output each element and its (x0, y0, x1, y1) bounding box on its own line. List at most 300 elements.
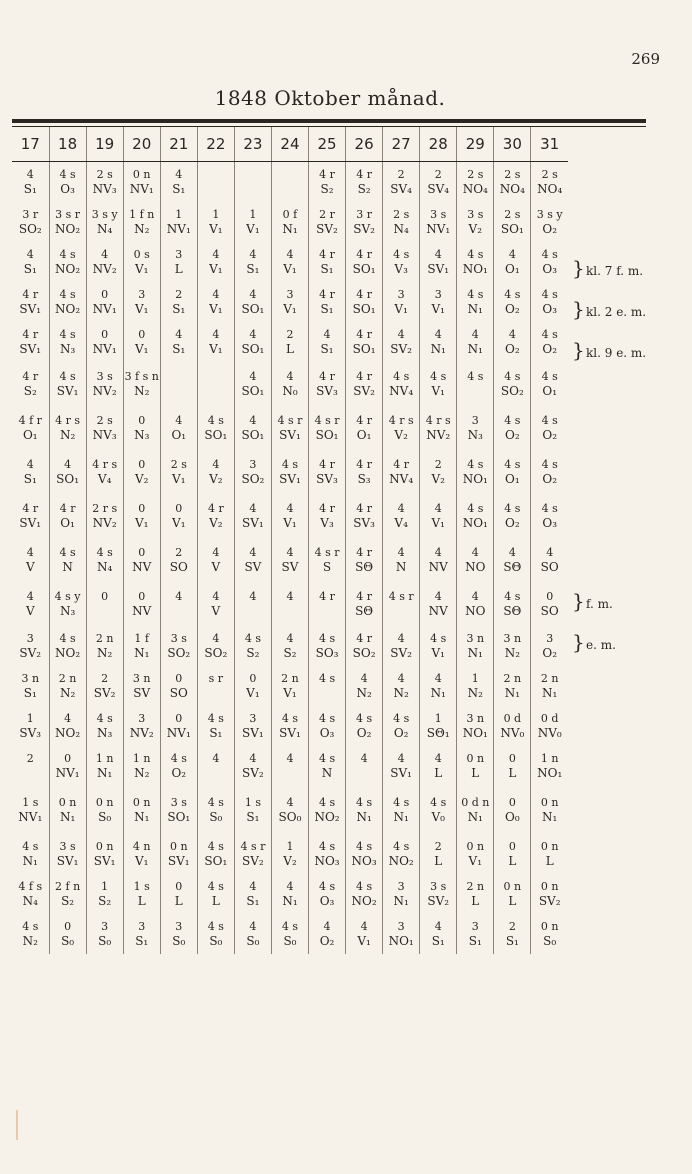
table-cell (309, 874, 346, 914)
wind-code (309, 604, 345, 619)
cloud-code: 4 (286, 589, 294, 603)
cloud-code: 3 f s n (124, 369, 159, 383)
note-kl2-em (572, 297, 692, 321)
wind-code: V₁ (209, 221, 223, 236)
table-cell (234, 202, 271, 242)
wind-code: SO₃ (315, 645, 339, 660)
cloud-code: 0 n (503, 879, 522, 893)
wind-code: NO₂ (55, 645, 81, 660)
cloud-code: 0 (138, 327, 146, 341)
wind-code: N₂ (467, 685, 483, 700)
wind-code: V₂ (468, 221, 483, 236)
table-row (12, 874, 568, 914)
wind-code: O₂ (319, 933, 335, 948)
cloud-code: 4 s y (54, 589, 81, 603)
cloud-code: 4 (286, 879, 294, 893)
table-cell (457, 202, 494, 242)
cloud-code: 4 s (356, 879, 373, 893)
wind-code: V₃ (320, 515, 334, 530)
table-cell (531, 834, 568, 874)
table-cell (271, 746, 308, 786)
wind-code: NV₃ (92, 427, 117, 442)
cloud-code: 4 s (393, 711, 410, 725)
table-cell (234, 706, 271, 746)
wind-code: N₁ (542, 809, 558, 824)
wind-code: SO₁ (500, 221, 524, 236)
wind-code: S (322, 559, 332, 574)
table-cell (234, 874, 271, 914)
wind-code: O₂ (542, 341, 558, 356)
wind-code: SO₂ (18, 221, 42, 236)
table-cell (86, 406, 123, 450)
cloud-code: 4 r (356, 457, 372, 471)
cloud-code: 4 s (59, 545, 76, 559)
table-cell (86, 450, 123, 494)
wind-code: SV₂ (93, 685, 116, 700)
wind-code: N₄ (393, 221, 409, 236)
cloud-code: 4 s (59, 631, 76, 645)
cloud-code: 0 f (282, 207, 298, 221)
table-cell (494, 834, 531, 874)
wind-code: S₁ (246, 893, 260, 908)
table-row (12, 626, 568, 666)
cloud-code: 3 n (21, 671, 40, 685)
table-cell (383, 874, 420, 914)
wind-code: S₁ (209, 725, 223, 740)
cloud-code: 0 (101, 589, 109, 603)
wind-code: SΘ (503, 603, 522, 618)
cloud-code: 2 n (58, 671, 77, 685)
wind-code: N₂ (59, 685, 76, 700)
table-cell (160, 322, 197, 362)
table-cell (494, 202, 531, 242)
wind-code: S₂ (357, 181, 371, 196)
cloud-code: 4 s (541, 369, 558, 383)
table-cell (420, 582, 457, 626)
wind-code: NV₀ (500, 725, 525, 740)
table-cell (420, 362, 457, 406)
wind-code: O₁ (171, 427, 187, 442)
note-label: kl. 2 e. m. (586, 305, 647, 319)
wind-code: N₄ (97, 221, 113, 236)
cloud-code: 3 s (170, 631, 187, 645)
header-rule-thick (12, 119, 646, 123)
wind-code (309, 686, 345, 701)
wind-code: NV₁ (166, 725, 191, 740)
cloud-code: 2 s (504, 167, 521, 181)
cloud-code: 4 r (356, 631, 372, 645)
table-cell (160, 582, 197, 626)
cloud-code: 4 s (467, 287, 484, 301)
cloud-code: 3 n (132, 671, 151, 685)
cloud-code: 2 (434, 167, 442, 181)
cloud-code: 4 s (318, 711, 336, 725)
cloud-code: 4 r (59, 501, 76, 515)
wind-code: S₁ (320, 301, 334, 316)
cloud-code: 4 (286, 501, 294, 515)
table-cell (383, 914, 420, 954)
wind-code: V (211, 603, 221, 618)
wind-code: N₃ (59, 603, 76, 618)
cloud-code: 4 s (356, 795, 373, 809)
table-cell (197, 914, 234, 954)
cloud-code: 4 (546, 545, 554, 559)
wind-code: N₁ (356, 809, 372, 824)
table-cell (234, 914, 271, 954)
cloud-code: 4 r (319, 501, 335, 515)
cloud-code: 1 f n (129, 207, 155, 221)
table-cell (420, 834, 457, 874)
cloud-code: 4 r (356, 247, 372, 261)
cloud-code: 0 d (540, 711, 559, 725)
wind-code: NO₃ (314, 853, 340, 868)
cloud-code: 0 n (540, 919, 559, 933)
cloud-code: 4 (212, 631, 220, 645)
cloud-code: 4 (26, 545, 34, 559)
note-kl7-fm (572, 256, 692, 280)
wind-code: V₁ (468, 853, 483, 868)
cloud-code: 4 s (59, 167, 76, 181)
cloud-code: 4 s (318, 839, 336, 853)
cloud-code: 4 r s (388, 413, 414, 427)
table-cell (86, 322, 123, 362)
wind-code: NV₁ (92, 341, 117, 356)
table-cell (531, 582, 568, 626)
table-cell (12, 706, 49, 746)
wind-code: SV₂ (538, 893, 561, 908)
wind-code: V₁ (246, 685, 260, 700)
wind-code: O₁ (505, 471, 520, 486)
table-cell (383, 582, 420, 626)
cloud-code: 4 r (319, 369, 335, 383)
cloud-code: 4 s (318, 795, 336, 809)
wind-code: V₁ (431, 515, 445, 530)
wind-code: N₁ (430, 685, 446, 700)
wind-code: SV₁ (242, 725, 264, 740)
wind-code: V₁ (431, 301, 445, 316)
table-cell (160, 282, 197, 322)
table-cell (457, 494, 494, 538)
table-cell (346, 914, 383, 954)
table-cell (49, 834, 86, 874)
cloud-code: 1 n (132, 751, 151, 765)
table-cell (457, 362, 494, 406)
cloud-code: 4 s (96, 711, 113, 725)
table-cell (86, 666, 123, 706)
wind-code: N (395, 559, 407, 574)
wind-code: N₂ (134, 765, 150, 780)
cloud-code: 0 (249, 671, 257, 685)
cloud-code: 4 (397, 545, 405, 559)
table-cell (420, 746, 457, 786)
table-cell (383, 494, 420, 538)
wind-code: V₂ (394, 427, 408, 442)
wind-code: NO₁ (388, 933, 414, 948)
wind-code: N₂ (97, 645, 113, 660)
cloud-code: 4 s (207, 795, 224, 809)
wind-code: V₂ (134, 471, 149, 486)
cloud-code: 3 (175, 247, 183, 261)
cloud-code: 3 s (96, 369, 113, 383)
wind-code: V₁ (134, 853, 149, 868)
wind-code: SO₂ (352, 645, 376, 660)
table-cell (12, 282, 49, 322)
wind-code: S₂ (320, 181, 334, 196)
wind-code: NO₂ (55, 261, 81, 276)
wind-code: SO₁ (204, 427, 228, 442)
table-cell (123, 538, 160, 582)
cloud-code (161, 369, 197, 384)
wind-code: NV₁ (92, 301, 117, 316)
cloud-code: 4 s (430, 369, 447, 383)
cloud-code: 4 r (319, 247, 335, 261)
cloud-code: 3 n (466, 711, 485, 725)
page-number: 269 (631, 50, 660, 68)
wind-code: NO₂ (314, 809, 340, 824)
table-cell (49, 706, 86, 746)
wind-code: S₀ (172, 933, 186, 948)
table-cell (346, 242, 383, 282)
wind-code: V₁ (394, 301, 408, 316)
table-row (12, 914, 568, 954)
cloud-code: 4 s (541, 413, 558, 427)
wind-code: O₂ (171, 765, 187, 780)
cloud-code: 2 n (95, 631, 114, 645)
wind-code: O₂ (505, 301, 520, 316)
cloud-code: 3 (249, 457, 257, 471)
wind-code: S₁ (23, 685, 37, 700)
table-cell (420, 494, 457, 538)
table-cell (494, 494, 531, 538)
cloud-code: 3 (471, 413, 479, 427)
wind-code: L (508, 765, 517, 780)
wind-code: SO (540, 603, 559, 618)
wind-code: O₂ (393, 725, 409, 740)
table-row (12, 282, 568, 322)
table-cell (123, 242, 160, 282)
table-cell (346, 786, 383, 834)
cloud-code: 4 (360, 671, 368, 685)
table-cell (531, 162, 568, 202)
table-row (12, 450, 568, 494)
wind-code: S₁ (246, 261, 260, 276)
table-cell (531, 538, 568, 582)
cloud-code: 4 (286, 751, 294, 765)
cloud-code: 4 s (541, 327, 558, 341)
cloud-code: 4 r s (92, 457, 118, 471)
table-cell (531, 666, 568, 706)
cloud-code: 2 s (96, 167, 113, 181)
table-cell (420, 786, 457, 834)
cloud-code: 4 (26, 589, 34, 603)
table-row (12, 322, 568, 362)
wind-code (161, 604, 197, 619)
wind-code: L (545, 853, 554, 868)
table-cell (457, 706, 494, 746)
table-cell (457, 666, 494, 706)
table-cell (531, 202, 568, 242)
cloud-code: 0 (508, 839, 516, 853)
wind-code: S₁ (320, 261, 334, 276)
wind-code: V₁ (134, 341, 149, 356)
cloud-code: 3 (249, 711, 257, 725)
wind-code (12, 766, 49, 781)
table-cell (12, 162, 49, 202)
cloud-code: 2 n (281, 671, 299, 685)
wind-code (198, 182, 234, 197)
wind-code: N₂ (393, 685, 409, 700)
table-cell (309, 666, 346, 706)
cloud-code: 4 (471, 327, 479, 341)
table-cell (346, 202, 383, 242)
table-cell (49, 538, 86, 582)
wind-code: N (62, 559, 73, 574)
wind-code (457, 384, 493, 399)
table-cell (531, 786, 568, 834)
wind-code: S₂ (61, 893, 75, 908)
wind-code: SV₃ (19, 725, 42, 740)
table-cell (346, 746, 383, 786)
wind-code: SV₁ (279, 427, 301, 442)
table-cell (197, 202, 234, 242)
day-header: 19 (86, 127, 123, 162)
table-cell (234, 834, 271, 874)
wind-code: SV₂ (19, 645, 42, 660)
table-cell (271, 706, 308, 746)
cloud-code: 1 n (95, 751, 114, 765)
table-cell (346, 626, 383, 666)
cloud-code: 4 r (356, 327, 372, 341)
wind-code: N₁ (467, 809, 483, 824)
cloud-code: 4 (249, 369, 257, 383)
cloud-code: 4 r (22, 327, 39, 341)
cloud-code: 0 d n (461, 795, 490, 809)
cloud-code: 1 s (244, 795, 261, 809)
table-row (12, 494, 568, 538)
cloud-code: 3 r (22, 207, 39, 221)
wind-code: N₁ (467, 301, 483, 316)
wind-code: L (174, 261, 183, 276)
table-cell (197, 538, 234, 582)
wind-code: S₀ (246, 933, 260, 948)
wind-code: NV₁ (55, 765, 80, 780)
table-cell (383, 706, 420, 746)
wind-code: O₂ (505, 427, 520, 442)
wind-code: NV₁ (129, 181, 154, 196)
cloud-code: 4 n (132, 839, 151, 853)
table-cell (457, 874, 494, 914)
table-cell (234, 582, 271, 626)
table-cell (494, 362, 531, 406)
table-cell (123, 322, 160, 362)
wind-code: N₃ (467, 427, 483, 442)
cloud-code: 0 (138, 545, 146, 559)
cloud-code: 2 n (540, 671, 559, 685)
table-cell (86, 494, 123, 538)
wind-code: SV₂ (427, 893, 450, 908)
table-cell (160, 746, 197, 786)
table-cell (234, 282, 271, 322)
wind-code: SO (169, 685, 188, 700)
table-cell (420, 450, 457, 494)
cloud-code: 4 s (59, 327, 76, 341)
table-cell (160, 914, 197, 954)
table-cell (160, 834, 197, 874)
table-cell (383, 450, 420, 494)
cloud-code: 4 (26, 247, 34, 261)
wind-code: NO₂ (55, 725, 81, 740)
wind-code: SO₁ (352, 341, 376, 356)
wind-code: L (174, 893, 183, 908)
wind-code: SV₂ (242, 853, 264, 868)
cloud-code: 1 s (133, 879, 150, 893)
wind-code: N₁ (59, 809, 76, 824)
cloud-code: 2 (286, 327, 294, 341)
cloud-code: 4 (360, 751, 368, 765)
cloud-code: 0 n (466, 839, 485, 853)
wind-code (235, 604, 271, 619)
table-cell (49, 406, 86, 450)
cloud-code: 3 (101, 919, 109, 933)
table-cell (494, 706, 531, 746)
wind-code: N₂ (356, 685, 372, 700)
table-row (12, 202, 568, 242)
wind-code: S₁ (172, 301, 186, 316)
table-cell (123, 746, 160, 786)
table-cell (420, 914, 457, 954)
table-cell (234, 626, 271, 666)
table-cell (271, 242, 308, 282)
wind-code: N₄ (97, 559, 113, 574)
table-cell (309, 282, 346, 322)
cloud-code: 4 (508, 545, 516, 559)
wind-code: NV₂ (92, 261, 117, 276)
cloud-code: 4 s (430, 631, 447, 645)
table-cell (86, 746, 123, 786)
cloud-code: 0 n (95, 795, 114, 809)
table-cell (457, 582, 494, 626)
table-cell (12, 746, 49, 786)
wind-code: S₀ (98, 933, 112, 948)
cloud-code: 2 (508, 919, 516, 933)
table-cell (86, 202, 123, 242)
table-cell (309, 494, 346, 538)
wind-code: N₂ (134, 383, 150, 398)
cloud-code: 2 s (467, 167, 484, 181)
wind-code: SO₁ (352, 301, 376, 316)
table-cell (12, 834, 49, 874)
day-header: 23 (234, 127, 271, 162)
cloud-code: 4 (434, 545, 442, 559)
table-cell (494, 282, 531, 322)
cloud-code: 1 n (540, 751, 559, 765)
cloud-code: 4 (471, 589, 479, 603)
table-cell (346, 362, 383, 406)
table-cell (346, 874, 383, 914)
table-cell (494, 406, 531, 450)
cloud-code: 4 s (541, 501, 558, 515)
table-cell (346, 406, 383, 450)
wind-code: V₁ (431, 383, 445, 398)
wind-code (198, 686, 234, 701)
table-cell (346, 450, 383, 494)
wind-code: N₁ (282, 221, 298, 236)
table-cell (457, 834, 494, 874)
table-cell (197, 666, 234, 706)
cloud-code: 4 s (504, 413, 521, 427)
wind-code: SO₂ (167, 645, 191, 660)
table-cell (271, 538, 308, 582)
